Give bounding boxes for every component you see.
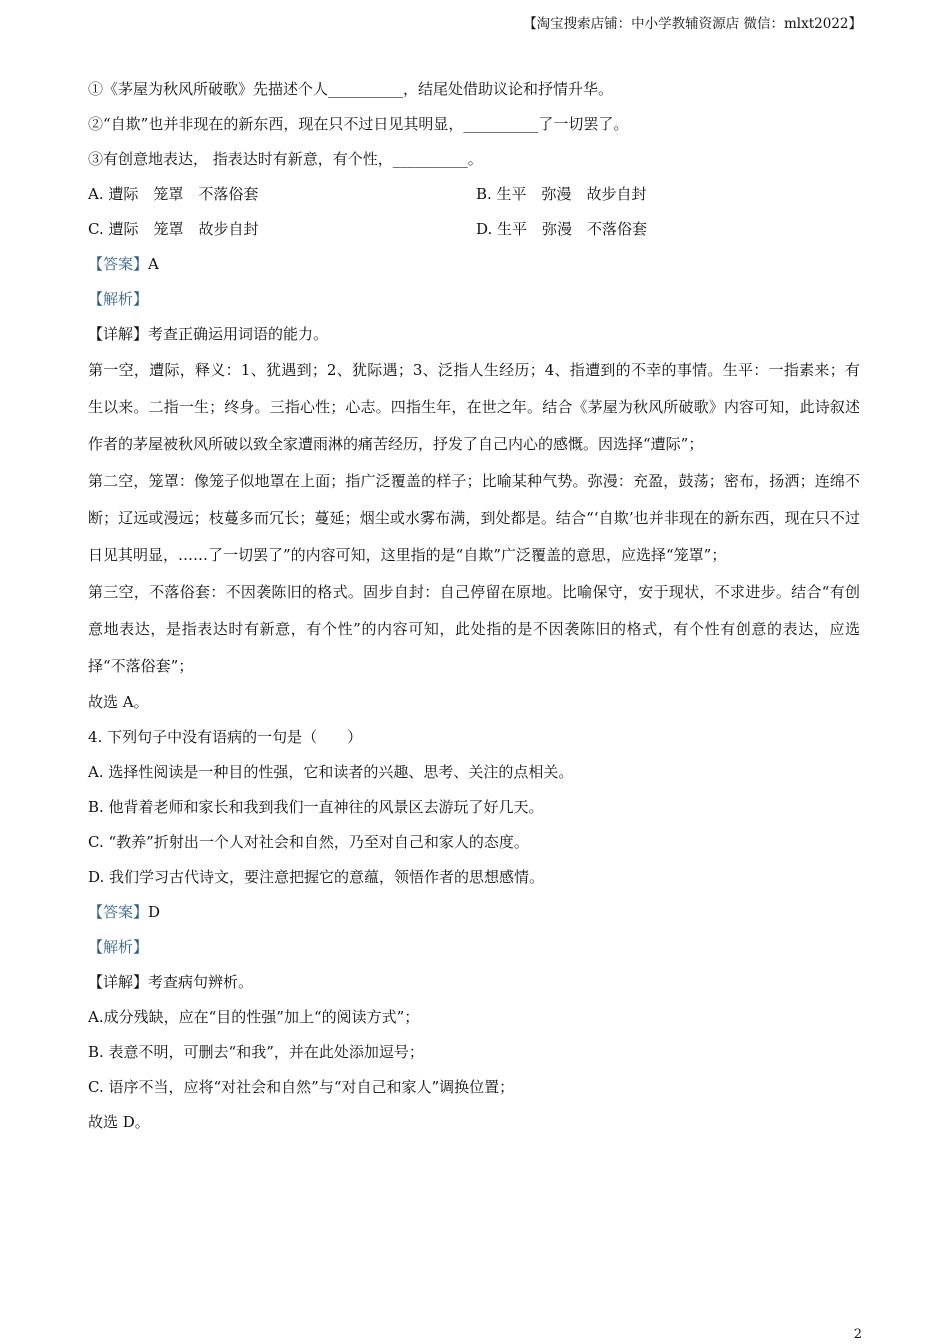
q4-answer-value: D <box>148 903 161 921</box>
q3-detail <box>88 317 860 352</box>
q4-option-b: B. 他背着老师和家长和我到我们一直神往的风景区去游玩了好几天。 <box>88 798 544 816</box>
q3-option-b: B. 生平 弥漫 故步自封 <box>476 185 647 203</box>
q4-detail-tag: 【详解】 <box>88 973 149 991</box>
q3-analysis <box>88 282 860 317</box>
q3-option-d: D. 生平 弥漫 不落俗套 <box>476 220 648 238</box>
q4-note-c: C. 语序不当，应将“对社会和自然”与“对自己和家人”调换位置； <box>88 1078 515 1096</box>
q4-option-a: A. 选择性阅读是一种目的性强，它和读者的兴趣、思考、关注的点相关。 <box>88 763 574 781</box>
q3-detail-intro: 考查正确运用词语的能力。 <box>148 325 329 343</box>
page-header: 【淘宝搜索店铺：中小学教辅资源店 微信：mlxt2022】 <box>523 16 862 32</box>
q3-detail-tag: 【详解】 <box>88 325 149 343</box>
q3-option-c: C. 遭际 笼罩 故步自封 <box>88 220 259 238</box>
q4-conclusion: 故选 D。 <box>88 1113 150 1131</box>
q3-conclusion: 故选 A。 <box>88 693 149 711</box>
q4-option-d: D. 我们学习古代诗文，要注意把握它的意蕴，领悟作者的思想感情。 <box>88 868 545 886</box>
q4-option-c: C. “教养”折射出一个人对社会和自然，乃至对自己和家人的态度。 <box>88 833 529 851</box>
q3-sentence-3: ③有创意地表达， 指表达时有新意，有个性，__________。 <box>88 150 483 168</box>
q4-analysis <box>88 930 860 965</box>
q4-analysis-tag: 【解析】 <box>88 938 149 956</box>
q4-note-a: A.成分残缺，应在“目的性强”加上“的阅读方式”； <box>88 1008 420 1026</box>
q3-options-row-1 <box>88 177 860 212</box>
q3-paragraph-3: 第三空，不落俗套：不因袭陈旧的格式。固步自封：自己停留在原地。比喻保守，安于现状，不求进步。结合“有创意地表达，是指表达时有新意，有个性”的内容可知，此处指的是不因袭陈旧的格式，有个性有创意的表达，应选择“不落俗套”； <box>88 583 860 675</box>
q3-answer <box>88 247 860 282</box>
q3-paragraph-2: 第二空，笼罩：像笼子似地罩在上面；指广泛覆盖的样子；比喻某种气势。弥漫：充盈，鼓荡；密布，扬洒；连绵不断；辽远或漫远；枝蔓多而冗长；蔓延；烟尘或水雾布满，到处都是。结合“‘自欺’也并非现在的新东西，现在只不过日见其明显，……了一切罢了”的内容可知，这里指的是“自欺”广泛覆盖的意思，应选择“笼罩”； <box>88 472 860 564</box>
page-content <box>88 72 860 1140</box>
q4-stem: 4. 下列句子中没有语病的一句是（ ） <box>88 728 363 746</box>
q3-sentence-2: ②“自欺”也并非现在的新东西，现在只不过日见其明显，__________了一切罢了。 <box>88 115 629 133</box>
q4-detail <box>88 965 860 1000</box>
q3-paragraph-1: 第一空，遭际，释义：1、犹遇到；2、犹际遇；3、泛指人生经历；4、指遭到的不幸的事情。生平：一指素来；有生以来。二指一生；终身。三指心性；心志。四指生年，在世之年。结合《茅屋为秋风所破歌》内容可知，此诗叙述作者的茅屋被秋风所破以致全家遭雨淋的痛苦经历，抒发了自己内心的感慨。因选择“遭际”； <box>88 361 860 453</box>
q3-option-a: A. 遭际 笼罩 不落俗套 <box>88 185 259 203</box>
q3-options-row-2 <box>88 212 860 247</box>
q3-answer-tag: 【答案】 <box>88 255 149 273</box>
q3-sentence-1: ①《茅屋为秋风所破歌》先描述个人__________，结尾处借助议论和抒情升华。 <box>88 80 614 98</box>
q4-answer <box>88 895 860 930</box>
q3-answer-value: A <box>148 255 159 273</box>
q4-detail-intro: 考查病句辨析。 <box>148 973 254 991</box>
page-number: 2 <box>853 1327 862 1342</box>
q4-note-b: B. 表意不明，可删去“和我”，并在此处添加逗号； <box>88 1043 424 1061</box>
q4-answer-tag: 【答案】 <box>88 903 149 921</box>
q3-analysis-tag: 【解析】 <box>88 290 149 308</box>
